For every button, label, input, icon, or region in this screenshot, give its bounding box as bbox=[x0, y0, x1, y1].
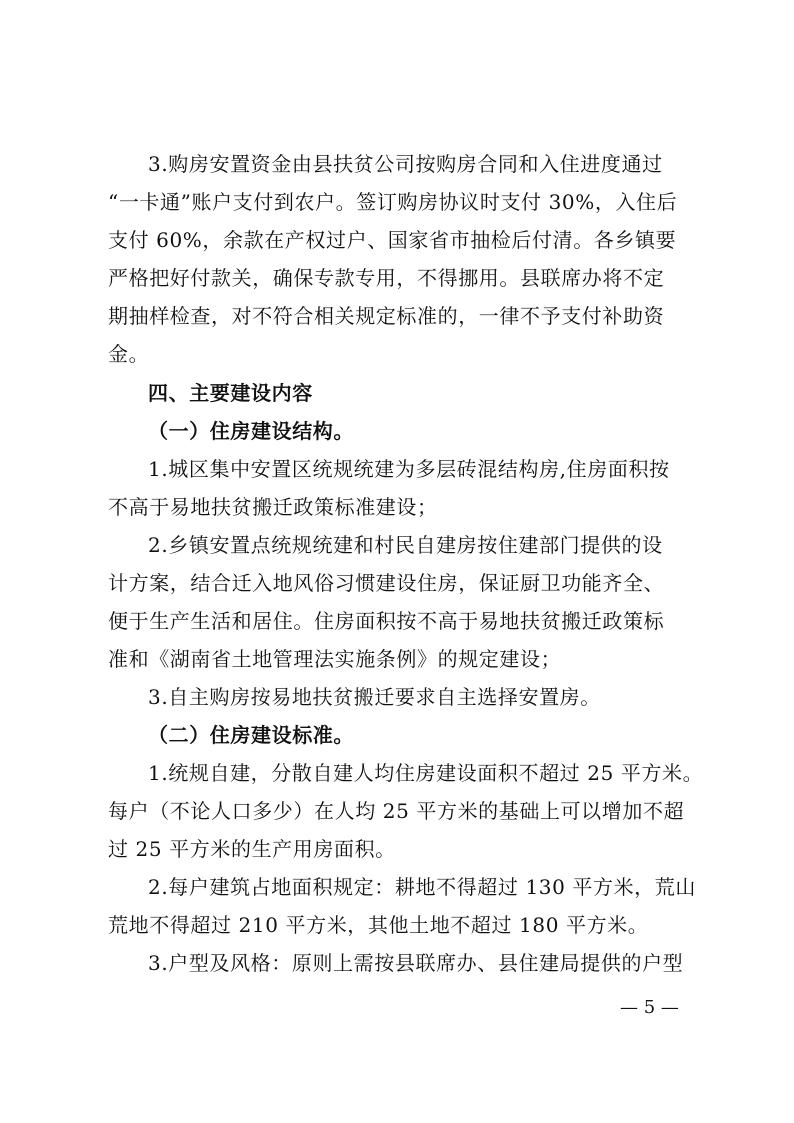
paragraph-line: 2.乡镇安置点统规统建和村民自建房按住建部门提供的设 bbox=[148, 533, 663, 557]
paragraph-line: 准和《湖南省土地管理法实施条例》的规定建设； bbox=[108, 647, 562, 671]
paragraph-line: 支付 60%，余款在产权过户、国家省市抽检后付清。各乡镇要 bbox=[108, 228, 677, 252]
paragraph-line: 1.统规自建，分散自建人均住房建设面积不超过 25 平方米。 bbox=[148, 761, 704, 785]
paragraph-line: 3.户型及风格：原则上需按县联席办、县住建局提供的户型 bbox=[148, 951, 684, 975]
section-heading: 四、主要建设内容 bbox=[148, 381, 313, 405]
paragraph-line: 2.每户建筑占地面积规定：耕地不得超过 130 平方米，荒山 bbox=[148, 875, 696, 899]
paragraph-line: 金。 bbox=[108, 342, 150, 366]
subsection-heading: （一）住房建设结构。 bbox=[148, 419, 354, 443]
paragraph-line: 便于生产生活和居住。住房面积按不高于易地扶贫搬迁政策标 bbox=[108, 609, 665, 633]
paragraph-line: 计方案，结合迁入地风俗习惯建设住房，保证厨卫功能齐全、 bbox=[108, 571, 665, 595]
paragraph-line: “一卡通”账户支付到农户。签订购房协议时支付 30%，入住后 bbox=[108, 190, 678, 214]
paragraph-line: 1.城区集中安置区统规统建为多层砖混结构房,住房面积按 bbox=[148, 457, 670, 481]
paragraph-line: 期抽样检查，对不符合相关规定标准的，一律不予支付补助资 bbox=[108, 304, 665, 328]
paragraph-line: 不高于易地扶贫搬迁政策标准建设； bbox=[108, 495, 438, 519]
paragraph-line: 3.自主购房按易地扶贫搬迁要求自主选择安置房。 bbox=[148, 685, 601, 709]
page-number: — 5 — bbox=[620, 997, 679, 1018]
subsection-heading: （二）住房建设标准。 bbox=[148, 723, 354, 747]
paragraph-line: 过 25 平方米的生产用房面积。 bbox=[108, 837, 396, 861]
paragraph-line: 严格把好付款关，确保专款专用，不得挪用。县联席办将不定 bbox=[108, 266, 665, 290]
paragraph-line: 每户（不论人口多少）在人均 25 平方米的基础上可以增加不超 bbox=[108, 799, 685, 823]
paragraph-line: 3.购房安置资金由县扶贫公司按购房合同和入住进度通过 bbox=[148, 152, 663, 176]
paragraph-line: 荒地不得超过 210 平方米，其他土地不超过 180 平方米。 bbox=[108, 913, 649, 937]
